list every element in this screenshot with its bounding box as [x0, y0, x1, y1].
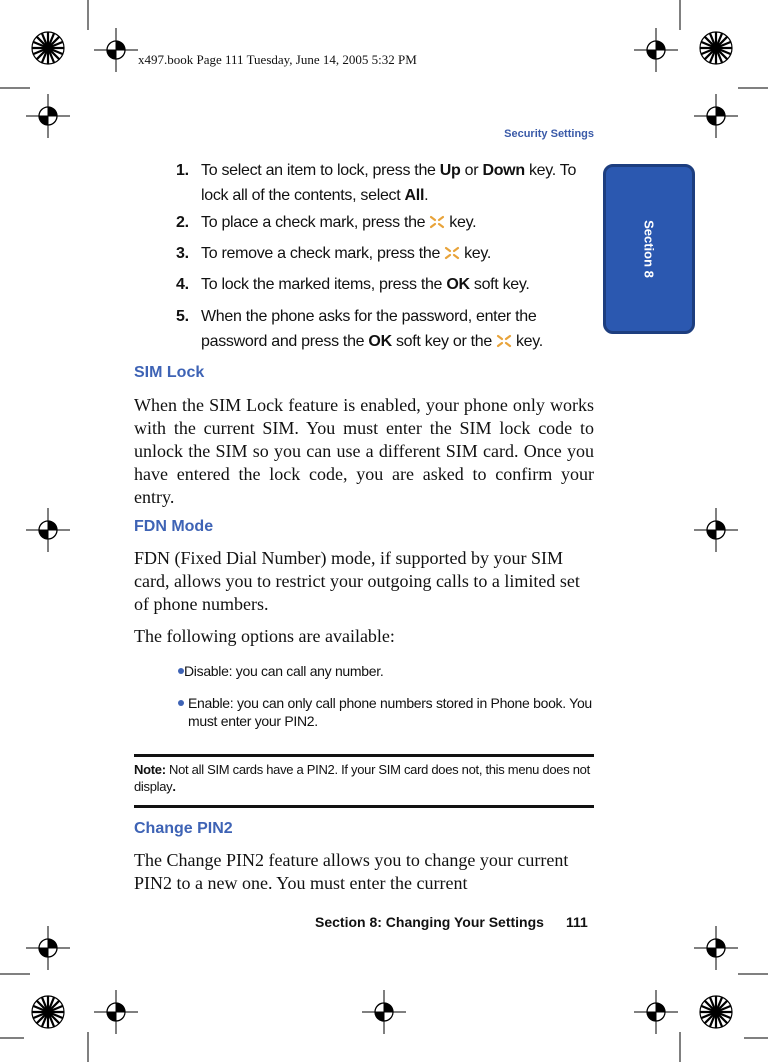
section-tab: [603, 164, 695, 334]
step-text: To remove a check mark, press the: [201, 245, 441, 262]
step-text: soft key or the: [391, 333, 492, 350]
star-target-top-right: [700, 32, 732, 64]
crosshair-left-lower: [26, 926, 70, 970]
fdn-mode-body: FDN (Fixed Dial Number) mode, if supported by your SIM card, allows you to restrict your outgoing calls to a limited set of phone numbers.: [134, 548, 580, 614]
option-text: Enable: you can only call phone numbers stored in Phone book. You must enter your PIN2.: [188, 695, 592, 729]
step-5: [176, 304, 596, 354]
note-text: Not all SIM cards have a PIN2. If your SIM card does not, this menu does not display: [134, 762, 590, 794]
fdn-mode-heading: FDN Mode: [134, 518, 214, 535]
menu-key-icon: [443, 246, 461, 260]
crosshair-top-right: [634, 28, 678, 72]
step-text: .: [424, 187, 429, 204]
crosshair-left-upper: [26, 94, 70, 138]
option-all: All: [404, 187, 425, 204]
step-number: 2.: [176, 214, 189, 231]
step-3: [176, 241, 596, 266]
crosshair-bottom-mid: [362, 990, 406, 1034]
step-number: 3.: [176, 245, 189, 262]
bullet-icon: [178, 668, 184, 674]
step-text: key. To lock all of the contents, select: [201, 162, 577, 204]
sim-lock-body: When the SIM Lock feature is enabled, your phone only works with the current SIM. You must enter the SIM lock code to unlock the SIM so you can use a different SIM card. Once you have entered the lock code, you are asked to confirm your entry.: [134, 395, 594, 507]
step-number: 1.: [176, 162, 189, 179]
footer-chapter: Section 8: Changing Your Settings: [315, 914, 544, 930]
step-text: key.: [449, 214, 477, 231]
step-text: key.: [515, 333, 543, 350]
key-up: Up: [439, 162, 461, 179]
step-text: key.: [464, 245, 492, 262]
step-4: [176, 272, 596, 297]
page-number: 111: [566, 914, 588, 930]
crosshair-right-upper: [694, 94, 738, 138]
crosshair-bottom-left: [94, 990, 138, 1034]
option-enable: [178, 694, 598, 730]
change-pin2-heading: Change PIN2: [134, 820, 233, 837]
crosshair-right-lower: [694, 926, 738, 970]
crosshair-right-mid: [694, 508, 738, 552]
crosshair-bottom-right: [634, 990, 678, 1034]
section-tab-label: Section 8: [641, 220, 657, 278]
running-head: Security Settings: [504, 128, 594, 140]
note-label: Note:: [134, 762, 166, 777]
bullet-icon: [178, 700, 184, 706]
change-pin2-body: The Change PIN2 feature allows you to change your current PIN2 to a new one. You must enter the current: [134, 850, 569, 893]
option-text: Disable: you can call any number.: [184, 663, 384, 679]
note-rule-bottom: [134, 805, 594, 808]
step-1: [176, 158, 596, 208]
crosshair-left-mid: [26, 508, 70, 552]
step-text: or: [460, 162, 483, 179]
step-text: To select an item to lock, press the: [201, 162, 440, 179]
star-target-bottom-left: [32, 996, 64, 1028]
menu-key-icon: [495, 334, 513, 348]
fdn-options-intro: The following options are available:: [134, 626, 395, 646]
key-ok: OK: [368, 333, 392, 350]
star-target-top-left: [32, 32, 64, 64]
option-disable: [178, 662, 598, 680]
crosshair-top-left: [94, 28, 138, 72]
book-slug: x497.book Page 111 Tuesday, June 14, 2005 5:32 PM: [138, 52, 417, 67]
sim-lock-heading: SIM Lock: [134, 364, 205, 381]
key-down: Down: [482, 162, 525, 179]
step-text: When the phone asks for the password, enter the password and press the: [201, 308, 537, 350]
note: [134, 761, 594, 795]
step-text: soft key.: [469, 276, 530, 293]
menu-key-icon: [428, 215, 446, 229]
key-ok: OK: [446, 276, 470, 293]
step-number: 4.: [176, 276, 189, 293]
note-rule-top: [134, 754, 594, 757]
step-2: [176, 210, 596, 235]
star-target-bottom-right: [700, 996, 732, 1028]
note-end: .: [172, 779, 176, 794]
step-number: 5.: [176, 308, 189, 325]
step-text: To place a check mark, press the: [201, 214, 426, 231]
step-text: To lock the marked items, press the: [201, 276, 447, 293]
